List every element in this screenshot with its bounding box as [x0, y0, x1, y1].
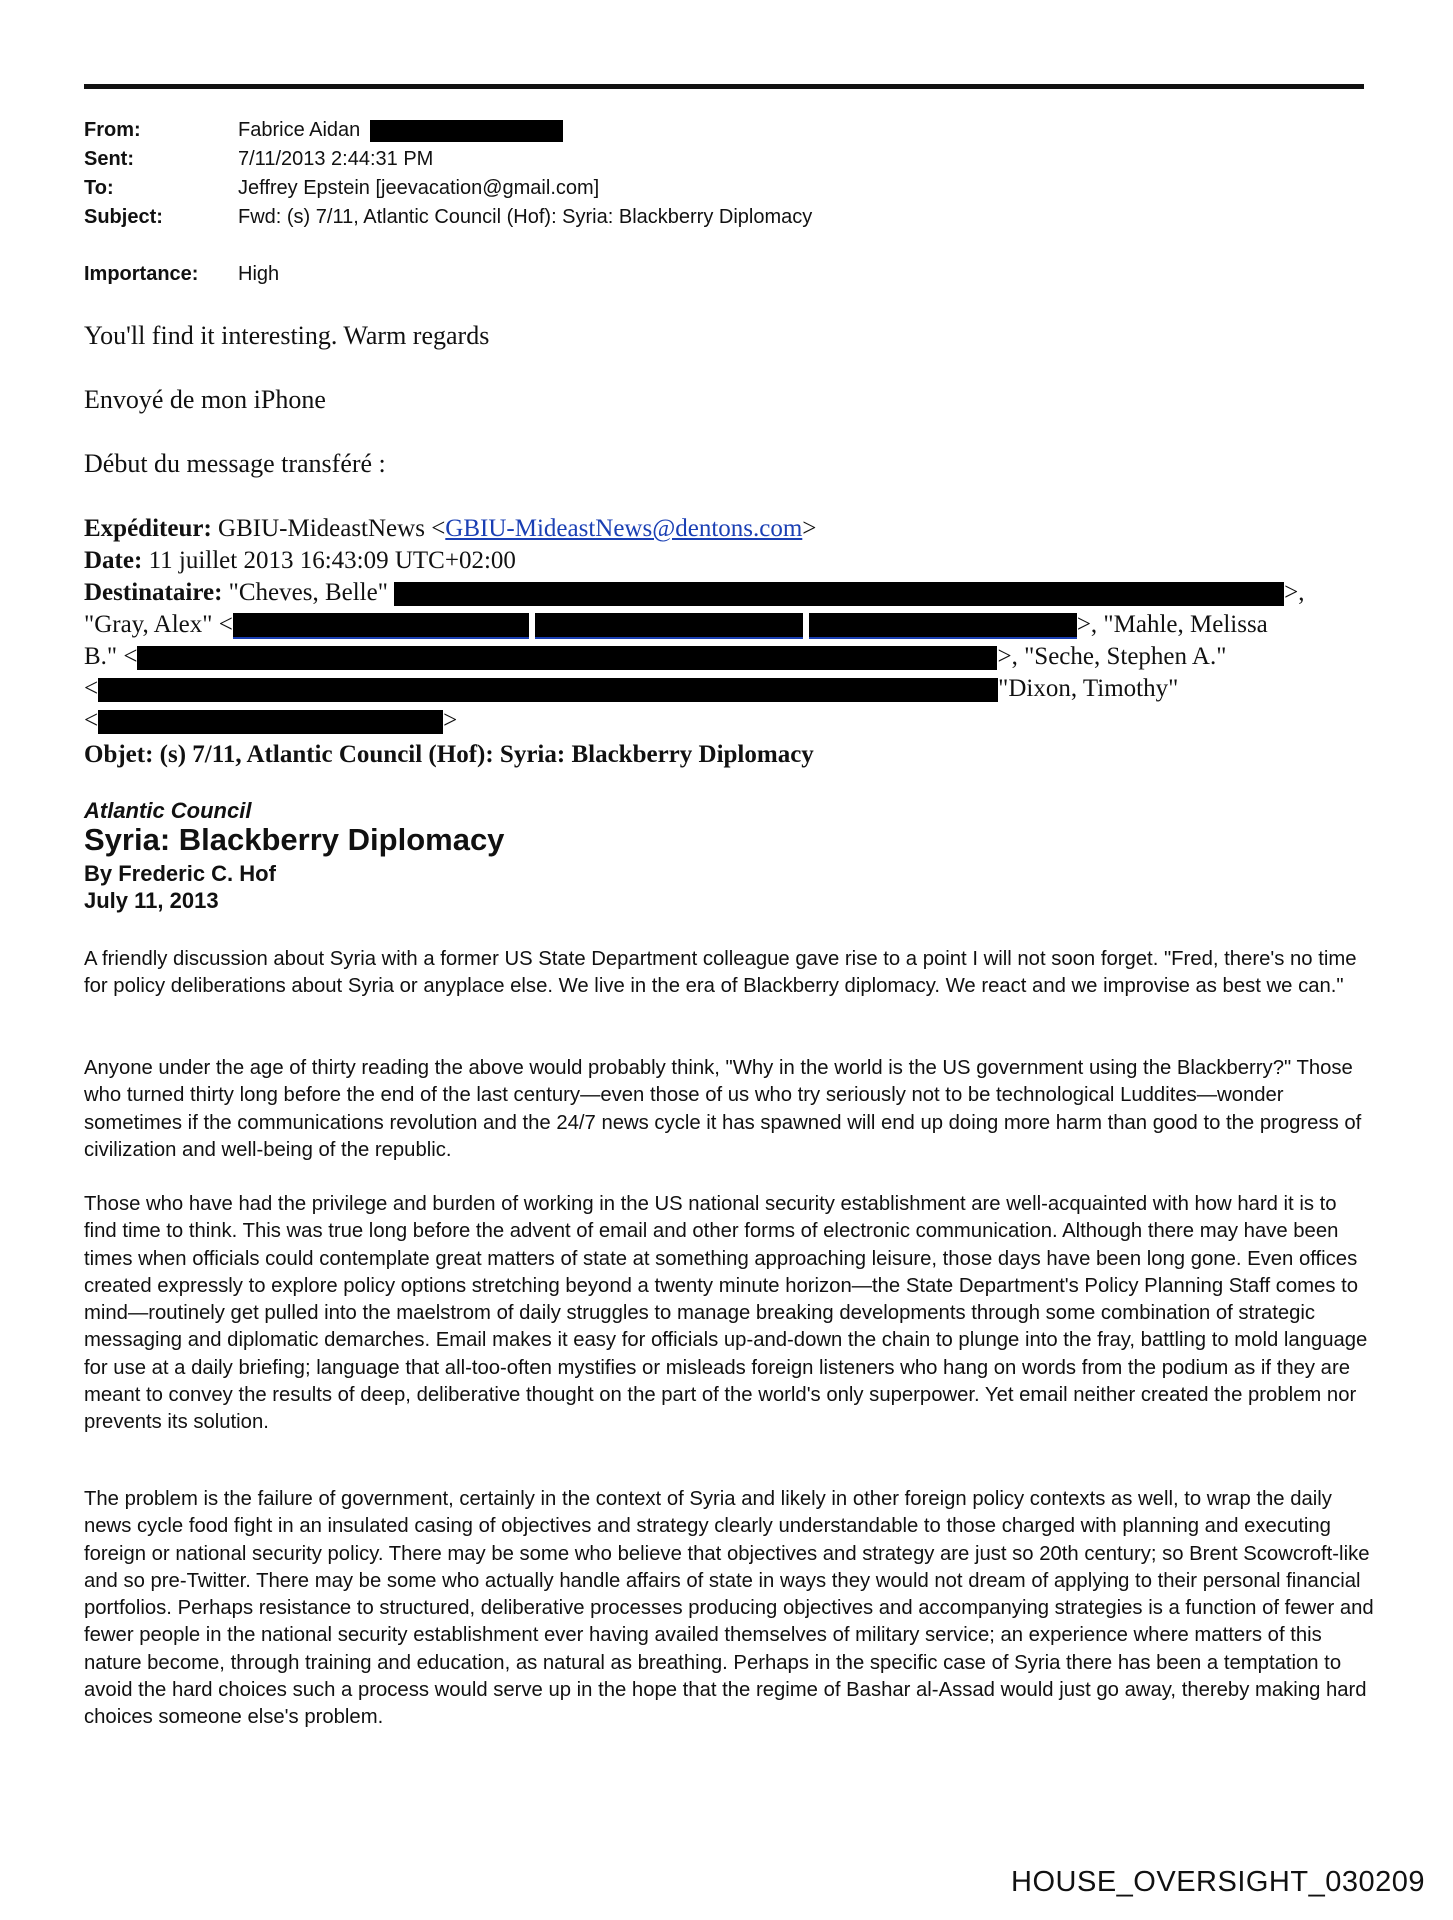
importance-label: Importance:	[84, 263, 199, 285]
forwarded-sender-row	[84, 512, 816, 545]
sender-close: >	[802, 515, 817, 542]
sent-label: Sent:	[84, 148, 134, 170]
recipient-2-end: >, "Mahle, Melissa	[1076, 611, 1268, 638]
redaction-block	[137, 646, 997, 670]
subject-value: Fwd: (s) 7/11, Atlantic Council (Hof): Syria: Blackberry Diplomacy	[238, 206, 813, 228]
sent-value: 7/11/2013 2:44:31 PM	[238, 148, 434, 170]
article-byline: By Frederic C. Hof	[84, 861, 276, 886]
date-value: 11 juillet 2013 16:43:09 UTC+02:00	[148, 547, 516, 574]
sender-name: GBIU-MideastNews <	[218, 515, 446, 542]
recipient-3: B." <	[84, 643, 138, 670]
article-paragraph: A friendly discussion about Syria with a former US State Department colleague gave rise to a point I will not soon forget. "Fred, there's no time for policy deliberations about Syria or anyplace else. We live in the era of Blackberry diplomacy. We react and we improvise as best we can."	[84, 948, 1357, 998]
recipient-5-end: >	[443, 707, 458, 734]
forwarded-recipient-row-3	[84, 640, 1226, 673]
recipient-3-end: >, "Seche, Stephen A."	[997, 643, 1227, 670]
redacted-link	[809, 613, 1077, 639]
from-label: From:	[84, 119, 141, 141]
sender-email-link[interactable]: GBIU-MideastNews@dentons.com	[445, 515, 803, 542]
bates-number: HOUSE_OVERSIGHT_030209	[1011, 1866, 1425, 1898]
to-label: To:	[84, 177, 114, 199]
forwarded-recipient-row-4	[84, 672, 1178, 705]
top-rule	[84, 84, 1364, 89]
redacted-link	[535, 613, 803, 639]
forwarded-recipient-row-2	[84, 608, 1268, 641]
object-label: Objet:	[84, 741, 154, 768]
date-label: Date:	[84, 547, 143, 574]
redaction-block	[394, 582, 1284, 606]
recipient-1-end: >,	[1284, 579, 1305, 606]
forwarded-object-row	[84, 738, 814, 771]
redaction-block	[98, 678, 998, 702]
article-paragraph: The problem is the failure of government, certainly in the context of Syria and likely in other foreign policy contexts as well, to wrap the daily news cycle food fight in an insulated casing of objectives and strategy clearly understandable to those charged with planning and executing foreign or national security policy. There may be some who believe that objectives and strategy are just so 20th century; so Brent Scowcroft-like and so pre-Twitter. There may be some who actually handle affairs of state in ways they would not dream of applying to their personal financial portfolios. Perhaps resistance to structured, deliberative processes producing objectives and accompanying strategies is a function of fewer and fewer people in the national security establishment ever having availed themselves of military service; an experience where matters of this nature become, through training and education, as natural as breathing. Perhaps in the specific case of Syria there has been a temptation to avoid the hard choices such a process would serve up in the hope that the regime of Bashar al-Assad would just go away, thereby making hard choices someone else's problem.	[84, 1488, 1374, 1729]
redacted-link	[233, 613, 529, 639]
article-source: Atlantic Council	[84, 798, 252, 823]
recipient-4-start: <	[84, 675, 99, 702]
article-paragraph: Anyone under the age of thirty reading the above would probably think, "Why in the world is the US government using the Blackberry?" Those who turned thirty long before the end of the last century—even those of us who try seriously not to be technological Luddites—wonder sometimes if the communications revolution and the 24/7 news cycle it has spawned will end up doing more harm than good to the progress of civilization and well-being of the republic.	[84, 1057, 1362, 1161]
message-line-2: Envoyé de mon iPhone	[84, 385, 326, 414]
article-date: July 11, 2013	[84, 888, 219, 913]
redaction-block	[98, 710, 443, 734]
from-value	[238, 116, 563, 145]
recipient-2: "Gray, Alex" <	[84, 611, 233, 638]
subject-label: Subject:	[84, 206, 163, 228]
forwarded-recipient-row-1	[84, 576, 1305, 609]
from-name: Fabrice Aidan	[238, 119, 361, 141]
forwarded-date-row	[84, 544, 516, 577]
recipient-label: Destinataire:	[84, 579, 223, 606]
article-paragraph: Those who have had the privilege and burden of working in the US national security establishment are well-acquainted with how hard it is to find time to think. This was true long before the advent of email and other forms of electronic communication. Although there may have been times when officials could contemplate great matters of state at something approaching leisure, those days have been long gone. Even offices created expressly to explore policy options stretching beyond a twenty minute horizon—the State Department's Policy Planning Staff comes to mind—routinely get pulled into the maelstrom of daily struggles to manage breaking developments through some combination of strategic messaging and diplomatic demarches. Email makes it easy for officials up-and-down the chain to plunge into the fray, battling to mold language for use at a daily briefing; language that all-too-often mystifies or misleads foreign listeners who hang on words from the podium as if they are meant to convey the results of deep, deliberative thought on the part of the world's only superpower. Yet email neither created the problem nor prevents its solution.	[84, 1193, 1368, 1434]
message-line-1: You'll find it interesting. Warm regards	[84, 321, 490, 350]
object-value: (s) 7/11, Atlantic Council (Hof): Syria: Blackberry Diplomacy	[159, 741, 814, 768]
message-line-3: Début du message transféré :	[84, 449, 386, 478]
forwarded-recipient-row-5	[84, 704, 457, 737]
article-title: Syria: Blackberry Diplomacy	[84, 822, 505, 857]
to-value: Jeffrey Epstein [jeevacation@gmail.com]	[238, 177, 600, 199]
redaction-block	[370, 120, 563, 142]
sender-label: Expéditeur:	[84, 515, 212, 542]
recipient-5-start: <	[84, 707, 99, 734]
recipient-1: "Cheves, Belle"	[228, 579, 388, 606]
recipient-4-end: "Dixon, Timothy"	[998, 675, 1179, 702]
importance-value: High	[238, 263, 280, 285]
